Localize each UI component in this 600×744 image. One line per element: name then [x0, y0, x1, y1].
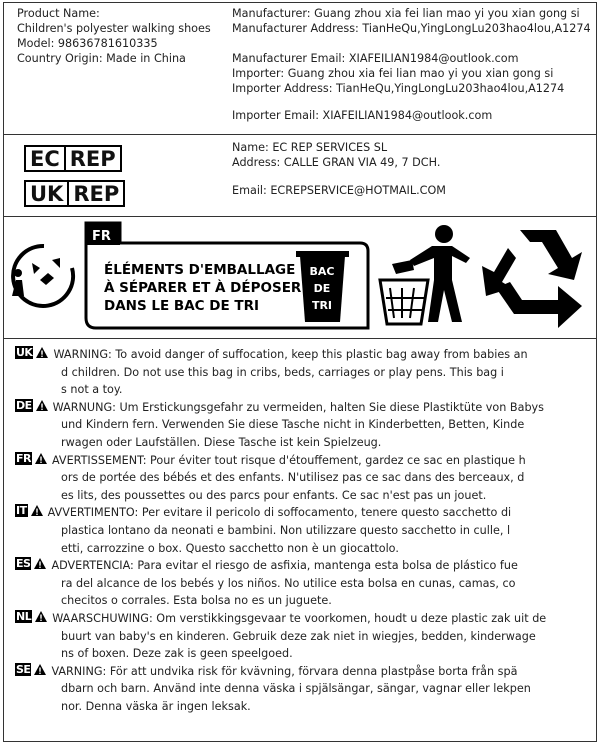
product-name-value: Children's polyester walking shoes [17, 22, 211, 35]
warning-it [15, 504, 585, 557]
warning-line [15, 381, 585, 399]
warning-line [15, 452, 585, 470]
triman-line1: ÉLÉMENTS D'EMBALLAGE [104, 262, 296, 278]
manufacturer-address: Manufacturer Address: TianHeQu,YingLongLu203hao4lou,A1274 [232, 22, 591, 35]
warning-text: etti, carrozzine o box. Questo sacchetto non è un giocattolo. [61, 541, 399, 555]
warning-triangle-icon [34, 452, 48, 465]
warning-line [15, 663, 585, 681]
importer-name: Importer: Guang zhou xia fei lian mao yi you xian gong si [232, 67, 554, 80]
country-code-badge: ES [16, 557, 31, 571]
country-code-badge: SE [16, 662, 31, 676]
warning-text: ors de portée des bébés et des enfants. N'utilisez pas ce sac dans des berceaux, d [61, 471, 525, 485]
warning-line [15, 364, 585, 382]
warning-nl [15, 610, 585, 663]
country-code-badge: NL [16, 609, 32, 623]
bin-label-1: BAC [309, 265, 335, 278]
ec-rep-left: EC [24, 145, 64, 172]
warning-text: rwagen oder Laufställen. Diese Tasche ist kein Spielzeug. [61, 435, 382, 449]
importer-email: Importer Email: XIAFEILIAN1984@outlook.com [232, 109, 493, 122]
warning-text: nor. Denna väska är ingen leksak. [61, 699, 251, 713]
recycling-symbols [0, 218, 600, 336]
warning-text: ra del alcance de los bebés y los niños. No utilice esta bolsa en cunas, camas, co [61, 576, 516, 590]
country-code-badge: DE [16, 398, 32, 412]
warning-line [15, 592, 585, 610]
divider [3, 338, 597, 339]
importer-address: Importer Address: TianHeQu,YingLongLu203hao4lou,A1274 [232, 82, 565, 95]
country-code-badge: IT [16, 504, 27, 518]
warning-text: VARNING: För att undvika risk för kvävning, förvara denna plastpåse borta från spä [51, 664, 518, 678]
triman-icon [12, 246, 73, 306]
warning-line [15, 540, 585, 558]
warning-text: WARNING: To avoid danger of suffocation, keep this plastic bag away from babies an [53, 348, 528, 361]
warning-text: s not a toy. [61, 383, 123, 397]
warning-line [15, 557, 585, 575]
product-model: Model: 98636781610335 [17, 37, 158, 50]
warning-line [15, 399, 585, 417]
warning-line [15, 504, 585, 522]
warning-triangle-icon [33, 557, 47, 570]
triman-line3: DANS LE BAC DE TRI [104, 298, 259, 314]
rep-name: Name: EC REP SERVICES SL [232, 141, 388, 154]
warning-text: es lits, des poussettes ou des parcs pour enfants. Ce sac n'est pas un jouet. [61, 488, 487, 502]
warnings-list [15, 346, 585, 715]
triman-line2: À SÉPARER ET À DÉPOSER [104, 280, 302, 296]
ec-rep-logo [24, 145, 122, 172]
uk-rep-left: UK [24, 180, 67, 207]
bin-label-2: DE [313, 282, 331, 295]
warning-text: AVERTISSEMENT: Pour éviter tout risque d'étouffement, gardez ce sac en plastique h [51, 453, 526, 467]
warning-line [15, 680, 585, 698]
warning-triangle-icon [35, 346, 49, 359]
warning-text: dbarn och barn. Använd inte denna väska i spjälsängar, sängar, vagnar eller lekpen [61, 682, 531, 696]
tidyman-icon [380, 225, 470, 324]
info-tri-icon [86, 223, 368, 328]
warning-text: checitos o corrales. Esta bolsa no es un juguete. [61, 594, 332, 608]
warning-text: d children. Do not use this bag in cribs, beds, carriages or play pens. This bag i [61, 365, 504, 379]
divider [3, 134, 597, 135]
warning-triangle-icon [34, 610, 48, 623]
recycle-icon [482, 230, 582, 328]
warning-de [15, 399, 585, 452]
warning-triangle-icon [30, 504, 44, 517]
warning-text: ns of boxen. Deze zak is geen speelgoed. [61, 647, 293, 661]
warning-se [15, 663, 585, 716]
manufacturer-email: Manufacturer Email: XIAFEILIAN1984@outlook.com [232, 52, 519, 65]
warning-line [15, 628, 585, 646]
warning-text: buurt van baby's en kinderen. Gebruik deze zak niet in wiegjes, bedden, kinderwage [61, 629, 536, 643]
warning-line [15, 575, 585, 593]
warning-line [15, 416, 585, 434]
warning-text: WARNUNG: Um Erstickungsgefahr zu vermeiden, halten Sie diese Plastiktüte von Babys [52, 400, 544, 414]
warning-es [15, 557, 585, 610]
warning-text: WAARSCHUWING: Om verstikkingsgevaar te voorkomen, houdt u deze plastic zak uit de [52, 611, 547, 625]
warning-triangle-icon [33, 663, 47, 676]
uk-rep-logo [24, 180, 125, 207]
warning-line [15, 469, 585, 487]
triman-country: FR [92, 229, 111, 244]
rep-address: Address: CALLE GRAN VIA 49, 7 DCH. [232, 156, 441, 169]
warning-line [15, 434, 585, 452]
warning-line [15, 346, 585, 364]
warning-line [15, 610, 585, 628]
uk-rep-right: REP [67, 180, 125, 207]
warning-text: plastica lontano da neonati e bambini. Non utilizzare questo sacchetto in culle, l [61, 523, 511, 537]
ec-rep-right: REP [64, 145, 122, 172]
warning-text: AVVERTIMENTO: Per evitare il pericolo di soffocamento, tenere questo sacchetto di [47, 506, 512, 520]
warning-line [15, 487, 585, 505]
warning-fr [15, 452, 585, 505]
warning-text: und Kindern fern. Verwenden Sie diese Tasche nicht in Kinderbetten, Betten, Kinde [61, 418, 525, 432]
bin-label-3: TRI [311, 299, 333, 312]
warning-uk [15, 346, 585, 399]
country-code-badge: UK [16, 346, 33, 359]
warning-line [15, 698, 585, 716]
divider [3, 216, 597, 217]
warning-triangle-icon [35, 399, 49, 412]
country-origin: Country Origin: Made in China [17, 52, 186, 65]
warning-line [15, 522, 585, 540]
warning-text: ADVERTENCIA: Para evitar el riesgo de asfixia, mantenga esta bolsa de plástico fue [51, 559, 518, 573]
product-name-label: Product Name: [17, 7, 100, 20]
country-code-badge: FR [16, 451, 31, 465]
rep-email: Email: ECREPSERVICE@HOTMAIL.COM [232, 184, 446, 197]
warning-line [15, 645, 585, 663]
manufacturer-name: Manufacturer: Guang zhou xia fei lian mao yi you xian gong si [232, 7, 580, 20]
